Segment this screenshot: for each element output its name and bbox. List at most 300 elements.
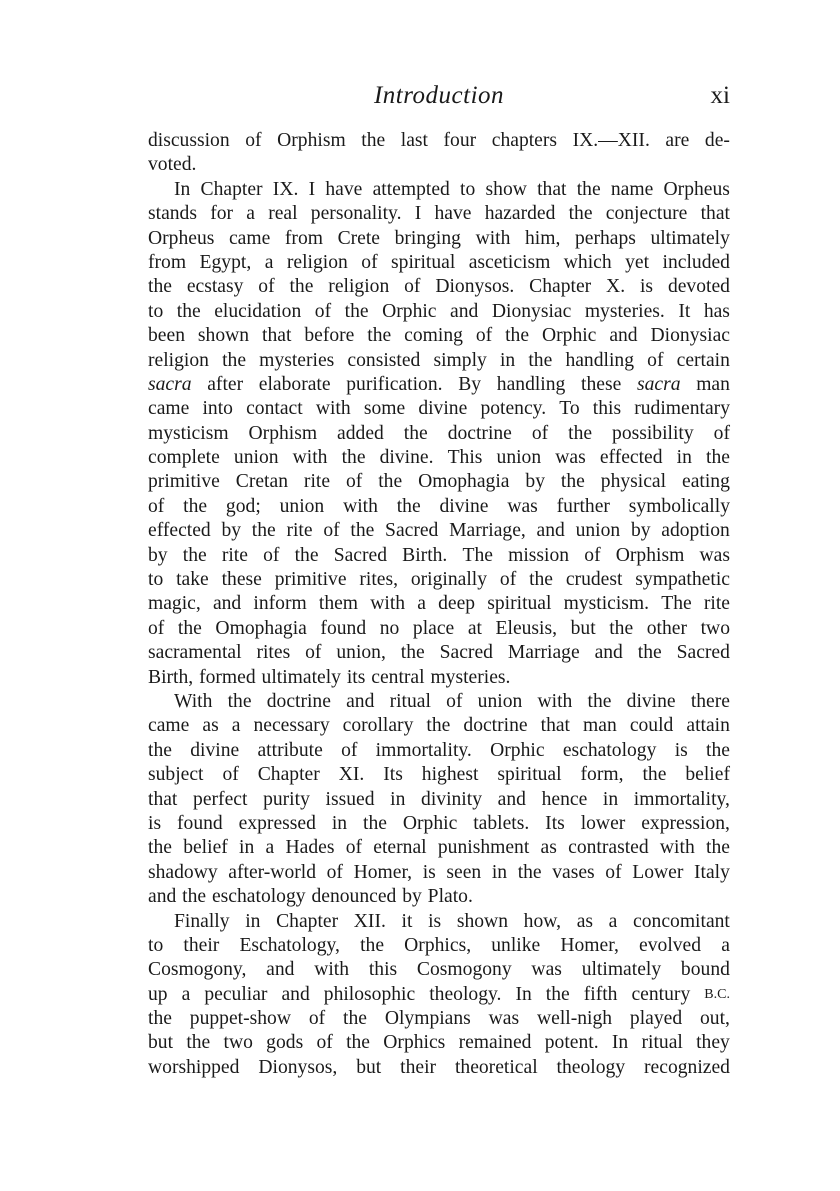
word: ritual xyxy=(389,690,431,712)
word: as xyxy=(576,910,594,932)
word: divine xyxy=(439,495,489,517)
word: vases xyxy=(552,861,595,883)
word: Omophagia xyxy=(418,471,510,493)
word: certain xyxy=(676,349,730,371)
word: rudimentary xyxy=(634,398,730,420)
text-line xyxy=(148,1007,730,1031)
word: belief xyxy=(685,764,730,786)
word: Orphic xyxy=(541,325,597,347)
word: well-nigh xyxy=(536,1008,613,1030)
word: the xyxy=(568,422,593,444)
word: but xyxy=(356,1056,382,1078)
word: complete xyxy=(148,447,220,469)
word: with xyxy=(343,495,378,517)
word: man xyxy=(696,373,730,395)
word: seen xyxy=(446,861,482,883)
word: the xyxy=(529,569,553,591)
word: Finally xyxy=(174,910,230,932)
word: possibility xyxy=(612,422,694,444)
word: in xyxy=(499,349,516,371)
word: Egypt, xyxy=(199,251,252,273)
word: physical xyxy=(600,471,667,493)
word: theology xyxy=(556,1056,626,1078)
word: Cretan xyxy=(235,471,288,493)
word: expression, xyxy=(641,812,730,834)
word: coming xyxy=(404,325,463,347)
word: real xyxy=(268,203,298,225)
running-title: Introduction xyxy=(373,82,505,109)
word: the xyxy=(251,520,276,542)
word: philosophic xyxy=(323,983,416,1005)
word: the xyxy=(186,1032,211,1054)
word: they xyxy=(696,1032,730,1054)
word: the xyxy=(222,349,247,371)
word: Its xyxy=(383,764,403,786)
word: but xyxy=(148,1032,174,1054)
word: divine xyxy=(626,690,676,712)
word: elucidation xyxy=(214,300,302,322)
text-line xyxy=(148,739,730,763)
word: purity xyxy=(263,788,310,810)
word: voted. xyxy=(148,154,197,176)
word: the xyxy=(706,837,730,859)
text-line xyxy=(148,836,730,860)
word: contact xyxy=(246,398,303,420)
word: Orpheus xyxy=(148,227,215,249)
word: primitive xyxy=(148,471,220,493)
word: To xyxy=(559,398,580,420)
word: sacra xyxy=(148,373,192,395)
word: Plato. xyxy=(427,886,473,908)
text-line xyxy=(148,422,730,446)
word: mysteries. xyxy=(584,300,665,322)
word: a xyxy=(181,983,191,1005)
word: Chapter xyxy=(276,910,339,932)
word: Homer, xyxy=(560,934,619,956)
word: is xyxy=(674,739,688,761)
word: the xyxy=(505,325,530,347)
word: of xyxy=(647,349,664,371)
word: purification. xyxy=(346,373,443,395)
word: divine. xyxy=(379,447,434,469)
word: with xyxy=(292,447,328,469)
word: the xyxy=(289,276,314,298)
word: the xyxy=(400,642,425,664)
word: immortality, xyxy=(633,788,730,810)
word: magic, xyxy=(148,593,201,615)
text-line xyxy=(148,568,730,592)
word: the xyxy=(148,276,172,298)
text-line xyxy=(148,812,730,836)
text-line xyxy=(148,495,730,519)
word: out, xyxy=(700,1008,730,1030)
word: Marriage xyxy=(507,642,580,664)
word: have xyxy=(325,178,363,200)
word: union xyxy=(233,447,279,469)
word: lower xyxy=(580,812,626,834)
word: in xyxy=(390,788,406,810)
word: these xyxy=(581,373,622,395)
word: ultimately xyxy=(581,959,662,981)
text-line xyxy=(148,958,730,982)
word: that xyxy=(537,178,567,200)
word: found xyxy=(320,617,367,639)
word: the xyxy=(344,300,369,322)
word: religion xyxy=(328,276,390,298)
word: in xyxy=(491,861,508,883)
word: perfect xyxy=(193,788,248,810)
word: in xyxy=(245,910,261,932)
word: with xyxy=(370,593,406,615)
word: Its xyxy=(545,812,565,834)
word: the xyxy=(148,837,172,859)
word: their xyxy=(183,934,220,956)
word: Birth. xyxy=(402,544,448,566)
word: by xyxy=(402,886,422,908)
word: divinity xyxy=(421,788,482,810)
word: rites xyxy=(256,642,291,664)
word: are xyxy=(665,130,690,151)
word: a xyxy=(265,837,275,859)
word: the xyxy=(367,325,392,347)
word: the xyxy=(378,471,403,493)
word: union xyxy=(279,495,325,517)
word: formed xyxy=(199,666,256,688)
word: Homer, xyxy=(353,861,413,883)
word: perhaps xyxy=(574,227,636,249)
word: by xyxy=(630,520,651,542)
word: of xyxy=(308,1008,326,1030)
word: came xyxy=(228,227,271,249)
word: that xyxy=(540,715,571,737)
word: of xyxy=(361,251,378,273)
word: two xyxy=(223,1032,253,1054)
word: hazarded xyxy=(484,203,556,225)
word: religion xyxy=(286,251,348,273)
word: been xyxy=(148,325,185,347)
word: was xyxy=(531,959,562,981)
word: the xyxy=(706,739,730,761)
word: Orphism xyxy=(248,422,318,444)
word: Orphism xyxy=(615,544,685,566)
word: last xyxy=(400,130,428,151)
word: four xyxy=(443,130,477,151)
word: a xyxy=(721,934,730,956)
word: Chapter xyxy=(257,764,320,786)
word: and xyxy=(497,788,526,810)
word: man xyxy=(583,715,617,737)
word: potency. xyxy=(480,398,547,420)
text-line xyxy=(148,861,730,885)
word: I xyxy=(308,178,316,200)
word: the xyxy=(363,812,387,834)
word: with xyxy=(537,690,573,712)
word: added xyxy=(337,422,384,444)
word: XI. xyxy=(338,764,365,786)
word: handling xyxy=(565,349,635,371)
word: of xyxy=(305,642,322,664)
word: that xyxy=(262,325,292,347)
word: IX.—XII. xyxy=(572,130,650,151)
word: peculiar xyxy=(204,983,268,1005)
word: stands xyxy=(148,203,197,225)
word: evolved xyxy=(639,934,702,956)
word: included xyxy=(662,251,730,273)
word: personality. xyxy=(310,203,402,225)
word: Cosmogony, xyxy=(148,959,247,981)
word: chapters xyxy=(491,130,558,151)
word: eating xyxy=(682,471,730,493)
word: fifth xyxy=(583,983,618,1005)
word: union xyxy=(575,520,621,542)
word: asceticism xyxy=(468,251,551,273)
word: after-world xyxy=(228,861,317,883)
word: ritual xyxy=(641,1032,683,1054)
word: potent. xyxy=(544,1032,599,1054)
running-head xyxy=(148,82,730,116)
word: with xyxy=(475,227,511,249)
word: came xyxy=(148,715,190,737)
word: sacra xyxy=(636,373,681,395)
word: by xyxy=(148,544,168,566)
word: mysticism xyxy=(148,422,229,444)
text-line xyxy=(148,666,730,690)
word: to xyxy=(148,934,164,956)
word: for xyxy=(210,203,234,225)
text-line xyxy=(148,227,730,251)
word: By xyxy=(458,373,482,395)
word: of xyxy=(345,837,363,859)
word: from xyxy=(284,227,323,249)
word: two xyxy=(700,617,730,639)
word: eschatology xyxy=(562,739,657,761)
word: hence xyxy=(541,788,588,810)
word: Orpheus xyxy=(663,178,730,200)
word: originally xyxy=(410,569,488,591)
word: in xyxy=(239,837,255,859)
word: Orphic xyxy=(382,300,437,322)
word: the xyxy=(361,130,386,151)
word: Orphic xyxy=(402,812,458,834)
word: puppet-show xyxy=(189,1008,292,1030)
word: In xyxy=(515,983,532,1005)
word: yet xyxy=(625,251,650,273)
word: the xyxy=(568,203,593,225)
word: of xyxy=(263,544,280,566)
word: is xyxy=(428,910,442,932)
word: spiritual xyxy=(497,764,562,786)
word: there xyxy=(690,690,730,712)
word: of xyxy=(316,1032,333,1054)
word: the xyxy=(148,1008,172,1030)
text-line xyxy=(148,763,730,787)
word: subject xyxy=(148,764,204,786)
word: and xyxy=(212,593,242,615)
word: immortality. xyxy=(375,739,472,761)
word: of xyxy=(148,617,165,639)
word: Cosmogony xyxy=(416,959,512,981)
word: the xyxy=(182,544,207,566)
word: the xyxy=(227,690,252,712)
word: but xyxy=(570,617,596,639)
word: god; xyxy=(225,495,261,517)
word: these xyxy=(221,569,262,591)
word: of xyxy=(326,861,343,883)
word: to xyxy=(148,300,164,322)
word: other xyxy=(646,617,688,639)
word: to xyxy=(460,178,476,200)
word: of xyxy=(341,739,358,761)
word: central xyxy=(371,666,425,688)
word: their xyxy=(400,1056,437,1078)
text-line xyxy=(148,202,730,226)
word: highest xyxy=(421,764,479,786)
word: that xyxy=(700,203,730,225)
word: doctrine xyxy=(447,422,512,444)
word: the xyxy=(396,495,421,517)
word: divine xyxy=(418,398,468,420)
word: and xyxy=(594,642,623,664)
word: eschatology xyxy=(211,886,306,908)
text-line xyxy=(148,446,730,470)
word: handling xyxy=(496,373,566,395)
word: a xyxy=(608,910,618,932)
word: of xyxy=(713,422,730,444)
word: with xyxy=(659,837,695,859)
word: this xyxy=(368,959,398,981)
word: the xyxy=(176,300,201,322)
word: the xyxy=(294,544,319,566)
word: came xyxy=(148,398,190,420)
word: corollary xyxy=(342,715,414,737)
text-line xyxy=(148,934,730,958)
text-line xyxy=(148,349,730,373)
word: Birth, xyxy=(148,666,194,688)
word: no xyxy=(379,617,400,639)
word: of xyxy=(345,471,363,493)
text-line xyxy=(148,129,730,153)
word: in xyxy=(676,447,692,469)
word: Dionysiac xyxy=(650,325,730,347)
word: and xyxy=(266,959,295,981)
word: crudest xyxy=(565,569,623,591)
word: gods xyxy=(266,1032,304,1054)
word: and xyxy=(536,520,565,542)
word: unlike xyxy=(491,934,541,956)
word: is xyxy=(148,812,162,834)
word: and xyxy=(450,300,479,322)
word: which xyxy=(563,251,612,273)
word: adoption xyxy=(661,520,730,542)
word: Orphic xyxy=(490,739,545,761)
word: mysticism. xyxy=(563,593,650,615)
text-line xyxy=(148,519,730,543)
text-line xyxy=(148,714,730,738)
word: tablets. xyxy=(473,812,530,834)
word: contrasted xyxy=(568,837,649,859)
text-line xyxy=(148,373,730,397)
word: the xyxy=(182,886,207,908)
word: effected xyxy=(148,520,211,542)
word: Italy xyxy=(693,861,730,883)
word: worshipped xyxy=(148,1056,240,1078)
word: effected xyxy=(599,447,663,469)
word: doctrine xyxy=(266,690,331,712)
word: the xyxy=(346,1032,370,1054)
word: union xyxy=(477,690,523,712)
word: inform xyxy=(253,593,307,615)
word: Eschatology, xyxy=(239,934,340,956)
word: the xyxy=(642,764,667,786)
word: Chapter xyxy=(529,276,592,298)
word: and xyxy=(281,983,310,1005)
word: rite xyxy=(286,520,313,542)
word: consisted xyxy=(347,349,421,371)
word: at xyxy=(467,617,482,639)
word: of xyxy=(531,422,549,444)
word: has xyxy=(703,300,730,322)
word: rite xyxy=(221,544,248,566)
word: of xyxy=(584,544,601,566)
text-line xyxy=(148,275,730,299)
word: of xyxy=(314,300,332,322)
word: how, xyxy=(523,910,562,932)
word: that xyxy=(148,788,178,810)
word: show xyxy=(485,178,527,200)
word: in xyxy=(602,788,619,810)
word: of xyxy=(605,861,622,883)
word: with xyxy=(314,959,350,981)
word: ecstasy xyxy=(186,276,244,298)
word: them xyxy=(318,593,359,615)
word: up xyxy=(148,983,168,1005)
word: symbolically xyxy=(628,495,730,517)
word: place xyxy=(412,617,455,639)
word: bound xyxy=(680,959,730,981)
text-line xyxy=(148,153,730,177)
word: mission xyxy=(508,544,570,566)
word: the xyxy=(426,715,451,737)
text-line xyxy=(148,397,730,421)
word: with xyxy=(315,398,351,420)
word: ultimately xyxy=(261,666,341,688)
word: shown xyxy=(456,910,508,932)
word: Sacred xyxy=(676,642,730,664)
word: Dionysos. xyxy=(435,276,515,298)
word: conjecture xyxy=(605,203,688,225)
word: the xyxy=(350,520,375,542)
word: Dionysiac xyxy=(491,300,572,322)
word: the xyxy=(360,934,385,956)
word: is xyxy=(422,861,436,883)
word: sympathetic xyxy=(635,569,730,591)
word: Sacred xyxy=(333,544,387,566)
word: X. xyxy=(606,276,626,298)
text-line xyxy=(148,885,730,909)
text-line xyxy=(148,910,730,934)
word: In xyxy=(611,1032,629,1054)
word: of xyxy=(446,690,463,712)
word: Omophagia xyxy=(215,617,307,639)
text-line xyxy=(148,300,730,324)
word: century xyxy=(631,983,691,1005)
word: doctrine xyxy=(463,715,528,737)
word: a xyxy=(246,203,255,225)
word: religion xyxy=(148,349,209,371)
word: the xyxy=(177,617,202,639)
text-line xyxy=(148,1056,730,1080)
word: rites, xyxy=(359,569,399,591)
